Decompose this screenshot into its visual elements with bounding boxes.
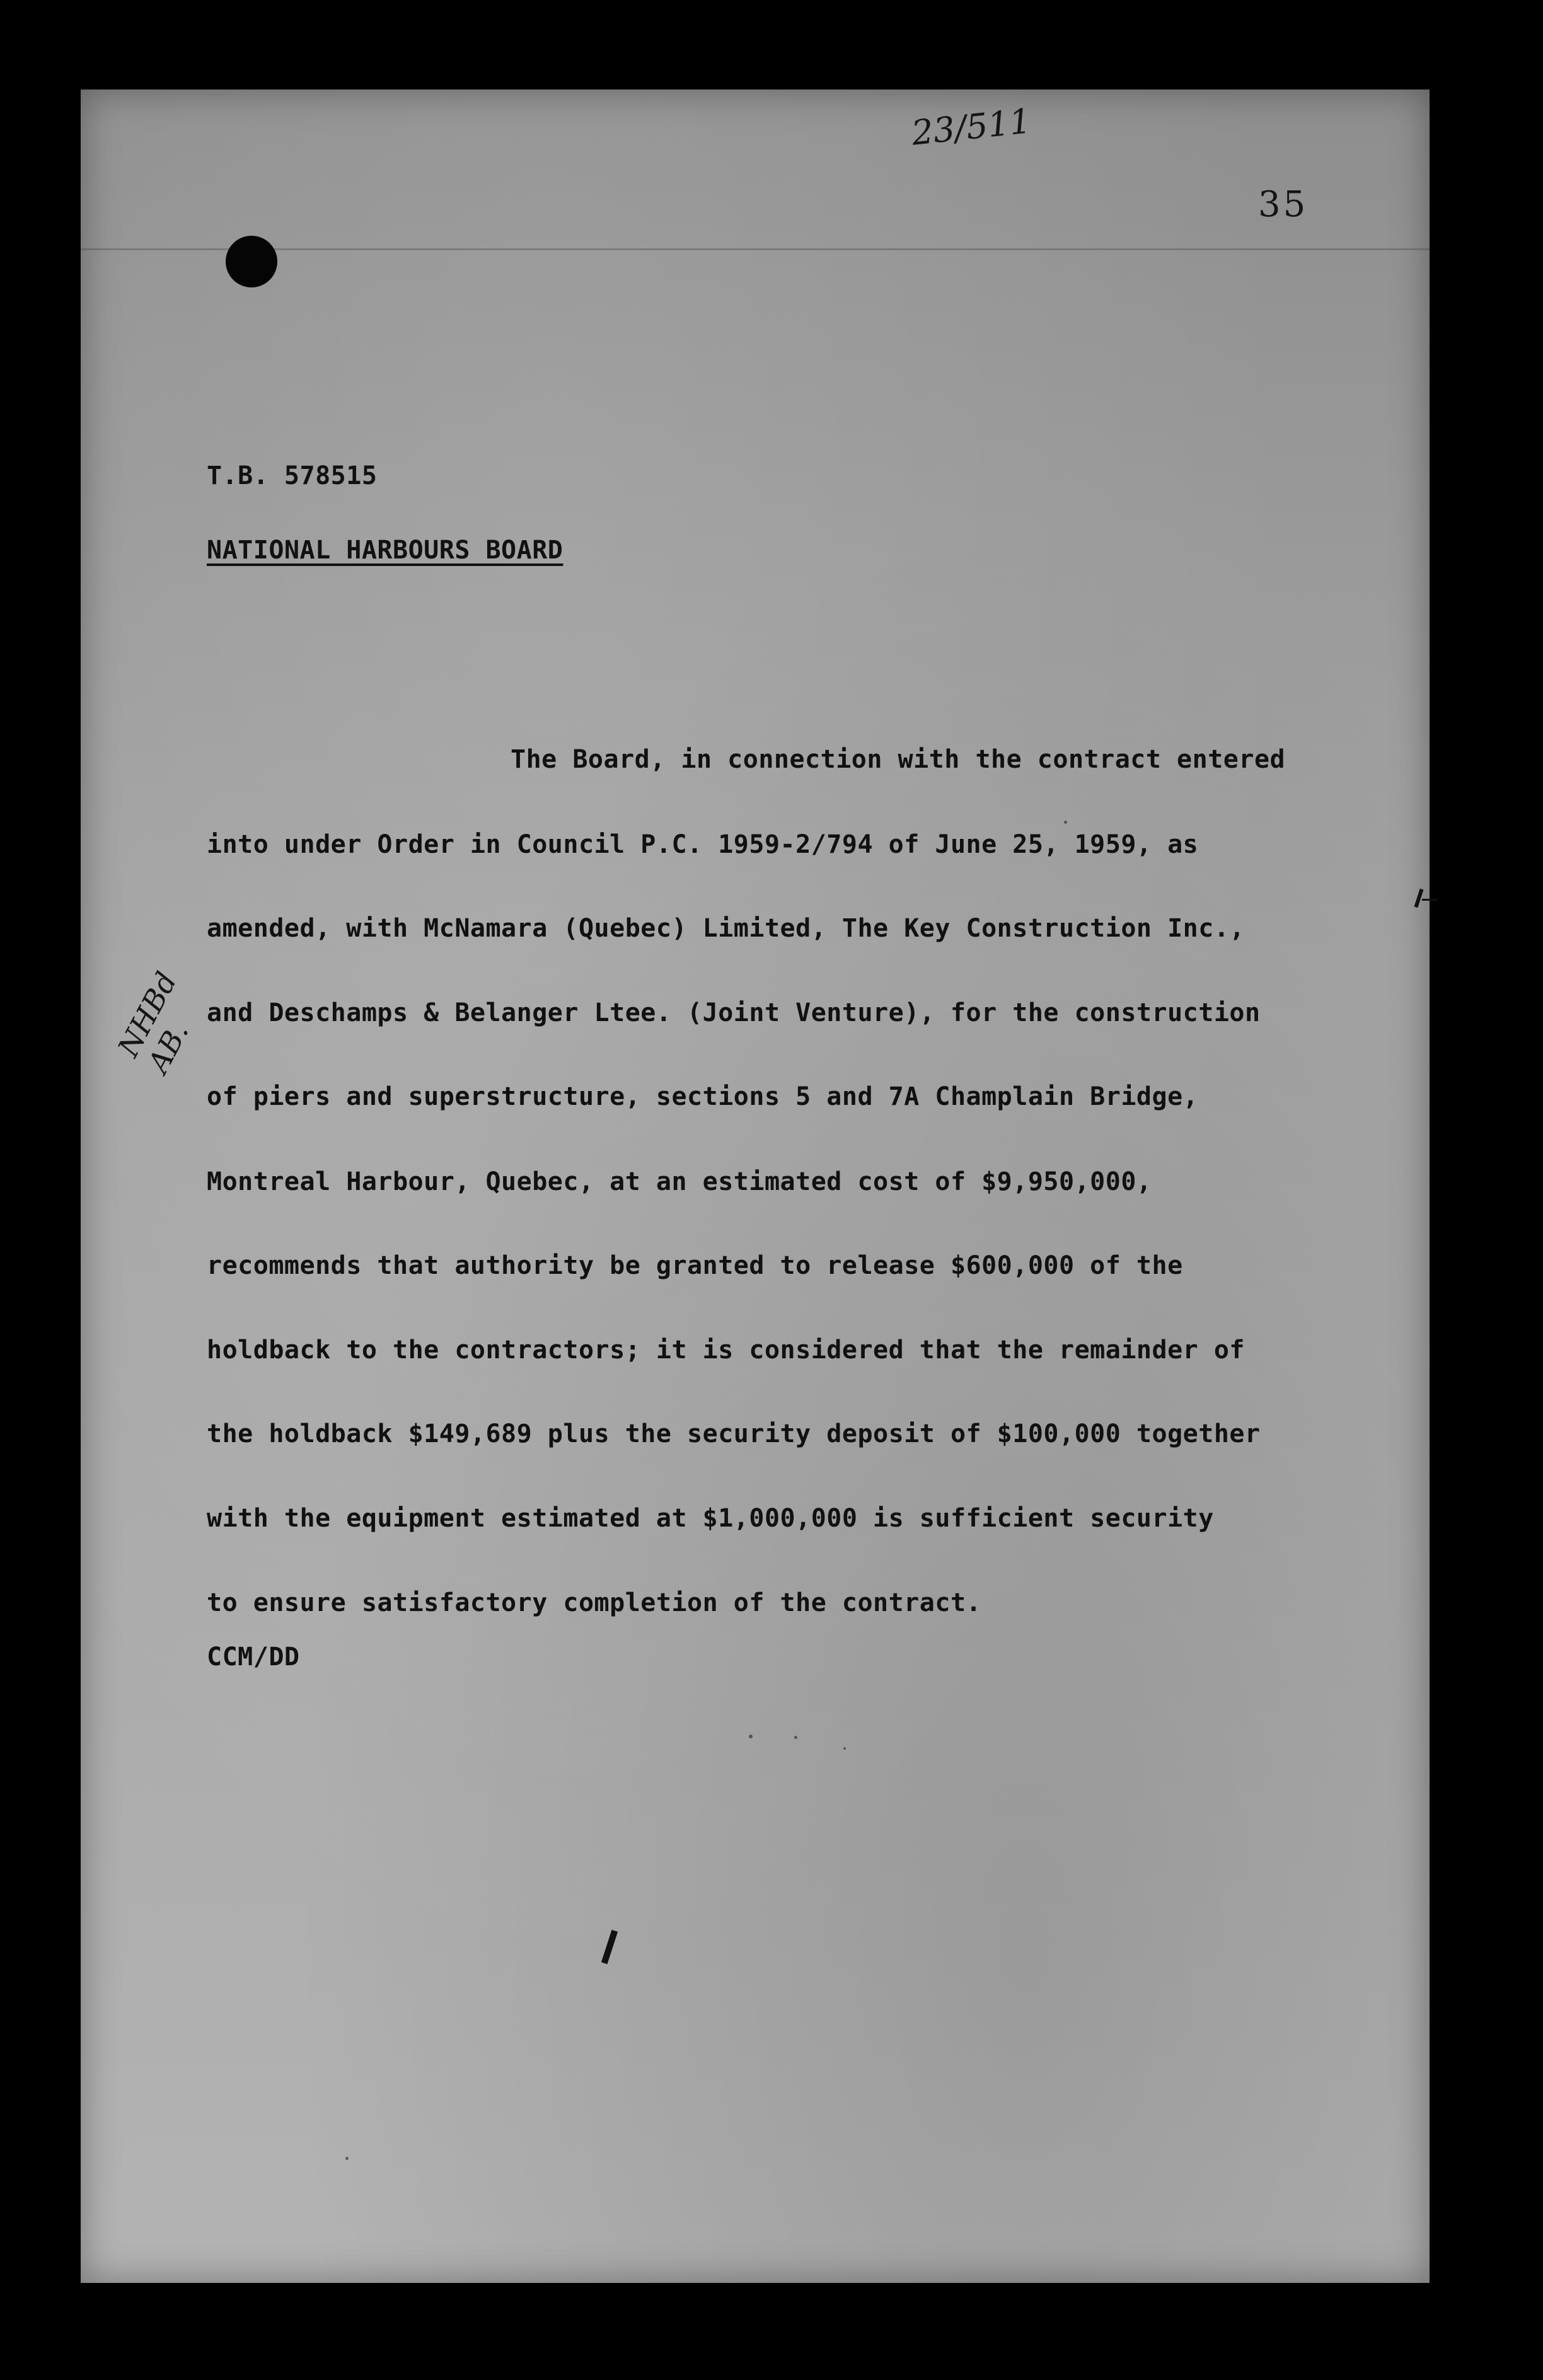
file-reference: T.B. 578515 [207,461,378,490]
page-number: 35 [1258,184,1309,225]
paper-speck [749,1735,753,1738]
body-line: amended, with McNamara (Quebec) Limited, The Key Construction Inc., [207,914,1245,943]
typist-initials: CCM/DD [207,1643,300,1672]
margin-dash-mark [1422,899,1437,901]
margin-tick-mark [1414,889,1424,908]
body-line: to ensure satisfactory completion of the contract. [207,1588,982,1617]
body-line: The Board, in connection with the contract entered [511,745,1286,774]
paper-speck [843,1747,846,1750]
body-line: holdback to the contractors; it is considered that the remainder of [207,1336,1245,1365]
body-line: recommends that authority be granted to release $600,000 of the [207,1251,1183,1280]
handwritten-folio-number: 23/511 [910,101,1033,153]
pen-tick-mark [601,1930,618,1964]
body-line: into under Order in Council P.C. 1959-2/794 of June 25, 1959, as [207,830,1199,859]
paper-fold-line [81,248,1430,250]
document-heading: NATIONAL HARBOURS BOARD [207,536,563,565]
paper-speck [345,2157,349,2160]
paper-speck [794,1736,797,1739]
body-line: the holdback $149,689 plus the security deposit of $100,000 together [207,1419,1261,1448]
punch-hole [226,236,277,287]
body-line: and Deschamps & Belanger Ltee. (Joint Venture), for the construction [207,998,1261,1027]
body-line: of piers and superstructure, sections 5 and 7A Champlain Bridge, [207,1082,1199,1111]
body-line: Montreal Harbour, Quebec, at an estimated cost of $9,950,000, [207,1167,1152,1196]
body-line: with the equipment estimated at $1,000,000 is sufficient security [207,1504,1214,1533]
document-page [81,90,1430,2283]
paper-speck [1064,821,1067,824]
handwritten-margin-note: NHBd AB. [111,966,195,1078]
